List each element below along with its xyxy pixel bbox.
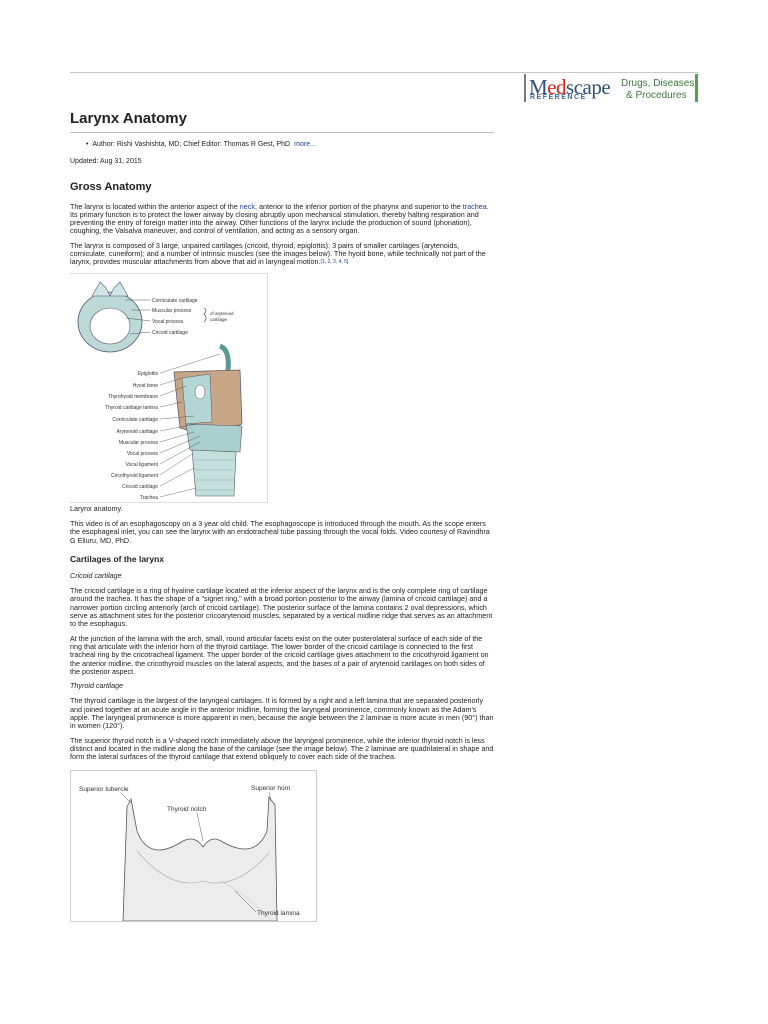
fig1-top-label-3: Vocal process	[152, 318, 184, 325]
thyroid-heading: Thyroid cartilage	[70, 681, 124, 691]
larynx-anatomy-figure[interactable]	[70, 273, 268, 503]
fig1-top-label-2: Muscular process	[152, 307, 192, 314]
paragraph-intro: The larynx is located within the anterior aspect of the neck, anterior to the inferior portion of the pharynx and superior to the trachea. Its primary function is to protect the lower airway by closing abruptly upon mechanical stimulation, thereby halting respiration and preventing the entry of foreign matter into the airway. Other functions of the larynx include the production of sound (phonation), coughing, the Valsalva maneuver, and control of ventilation, and acting as a sensory organ.	[70, 201, 489, 236]
fig1-label-epiglottis: Epiglottis	[137, 370, 158, 377]
fig1-label-trachea: Trachea	[139, 494, 158, 501]
fig2-label-thyroid-lamina: Thyroid lamina	[257, 909, 300, 917]
fig1-bracket-label-1: of arytenoid	[210, 310, 234, 316]
larynx-illustration	[70, 274, 267, 502]
logo-right-bar	[695, 74, 698, 102]
logo-tagline-1: Drugs, Diseases	[621, 78, 695, 89]
neck-link[interactable]: neck	[239, 201, 255, 211]
video-caption: This video is of an esophagoscopy on a 3 year old child. The esophagoscope is introduced through the mouth. As the scope enters the esophageal inlet, you can see the larynx with an endotracheal tube passing through the vocal folds. Video courtesy of Ravindhra G Elluru, MD, PhD.	[70, 518, 490, 545]
medscape-logo[interactable]	[524, 73, 698, 103]
logo-tagline-2: & Procedures	[626, 90, 687, 101]
fig1-label-thyrohyoid: Thyrohyoid membrane	[107, 393, 158, 400]
fig1-label-corniculate: Corniculate cartilage	[112, 416, 158, 423]
fig1-label-vocal-process: Vocal process	[126, 450, 158, 457]
fig1-label-vocal-ligament: Vocal ligament	[125, 461, 158, 468]
section-title: Gross Anatomy	[70, 180, 152, 193]
author-line: • Author: Rishi Vashishta, MD; Chief Editor: Thomas R Gest, PhD more...	[86, 141, 316, 148]
fig1-label-cricoid: Cricoid cartilage	[122, 483, 158, 490]
fig2-label-superior-horn: Superior horn	[251, 784, 291, 792]
reference-links[interactable]: [1, 2, 3, 4, 5]	[320, 259, 349, 266]
page-title: Larynx Anatomy	[70, 110, 494, 133]
paragraph-cricoid-2: At the junction of the lamina with the arch, small, round articular facets exist on the outer posterolateral surface of each side of the ring that articulate with the inferior horn of the thyroid cartilage. The lower border of the cricoid cartilage is connected to the first tracheal ring by the cricotracheal ligament. The upper border of the cricoid cartilage gives attachment to the cricothyroid ligament on the anterior midline, the cricothyroid muscles on the lateral aspects, and the bases of a pair of arytenoid cartilages on both sides of the posterior aspect.	[70, 633, 489, 676]
fig1-label-arytenoid: Arytenoid cartilage	[116, 428, 158, 435]
paragraph-cricoid-1: The cricoid cartilage is a ring of hyaline cartilage located at the inferior aspect of the larynx and is the only complete ring of cartilage around the trachea. It has the shape of a "signet ring," with a broad portion posterior to the airway (lamina of cricoid cartilage) and a narrower portion circling anteriorly (arch of cricoid cartilage). The posterior surface of the lamina contains 2 oval depressions, which serve as attachment sites for the posterior cricoarytenoid muscles, separated by a vertical midline ridge that serves as an attachment to the esophagus.	[70, 586, 493, 629]
figure-caption: Larynx anatomy.	[70, 503, 123, 513]
subsection-title: Cartilages of the larynx	[70, 553, 165, 564]
fig2-label-thyroid-notch: Thyroid notch	[167, 805, 207, 813]
logo-left-bar	[524, 74, 526, 102]
fig1-label-cricothyroid: Cricothyroid ligament	[111, 472, 158, 479]
cricoid-heading: Cricoid cartilage	[70, 570, 122, 580]
logo-brand: Medscape	[529, 75, 611, 99]
trachea-link[interactable]: trachea	[462, 201, 487, 211]
fig1-top-label-1: Corniculate cartilage	[152, 297, 198, 304]
fig1-bracket-label-2: cartilage	[210, 316, 228, 322]
updated-date: Updated: Aug 31, 2015	[70, 158, 142, 166]
logo-reference: REFERENCE	[530, 94, 587, 101]
paragraph-thyroid-1: The thyroid cartilage is the largest of the laryngeal cartilages. It is formed by a right and a left lamina that are separated posteriorly and joined together at an acute angle in the anterior midline, forming the laryngeal prominence, commonly known as the Adam's apple. The laryngeal prominence is more apparent in men, because the angle between the 2 laminae is more acute in men (90°) than in women (120°).	[70, 696, 494, 731]
fig1-label-thyroid-lamina: Thyroid cartilage lamina	[104, 404, 158, 411]
fig2-label-superior-tubercle: Superior tubercle	[79, 785, 129, 793]
fig1-top-label-4: Cricoid cartilage	[152, 329, 188, 336]
paragraph-composition: The larynx is composed of 3 large, unpaired cartilages (cricoid, thyroid, epiglottis); 3 pairs of smaller cartilages (arytenoids, corniculate, cuneiform); and a number of intrinsic muscles (see the images below). The hyoid bone, while technically not part of the larynx, provides muscular attachments from above that aid in laryngeal motion.[1, 2, 3, 4, 5]	[70, 240, 486, 267]
more-link[interactable]: more...	[294, 141, 316, 148]
article-body	[70, 110, 494, 922]
fig1-label-muscular: Muscular process	[118, 439, 158, 446]
thyroid-cartilage-illustration	[71, 771, 316, 921]
fig1-label-hyoid: Hyoid bone	[132, 382, 158, 389]
thyroid-cartilage-figure[interactable]	[70, 770, 317, 922]
paragraph-thyroid-2: The superior thyroid notch is a V-shaped notch immediately above the laryngeal prominence, while the inferior thyroid notch is less distinct and located in the midline along the base of the cartilage (see the image below). The 2 laminae are quadrilateral in shape and form the lateral surfaces of the thyroid cartilage that extend obliquely to cover each side of the trachea.	[70, 735, 494, 762]
